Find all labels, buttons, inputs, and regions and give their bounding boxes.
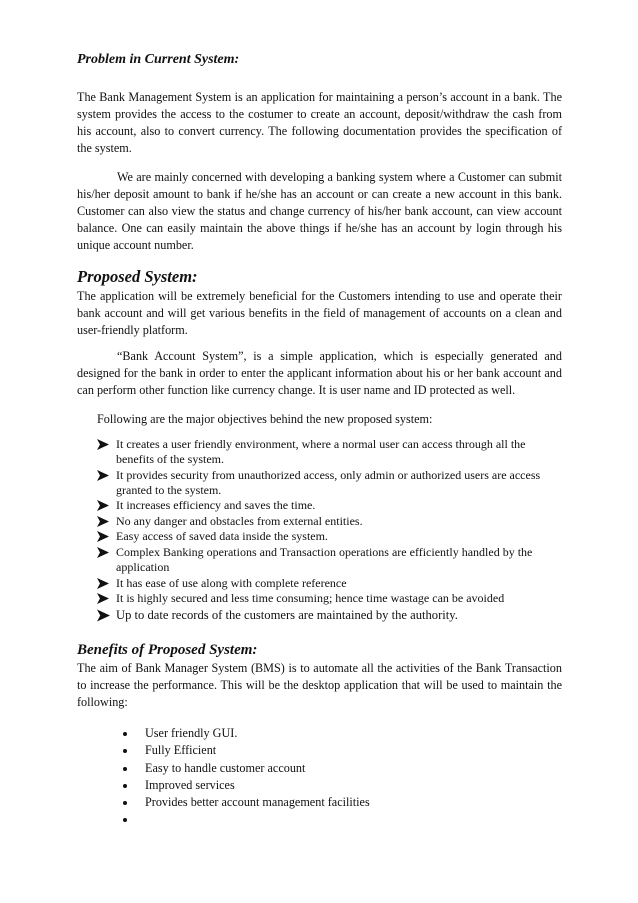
benefits-heading: Benefits of Proposed System: [77, 642, 258, 659]
arrow-bullet-icon [97, 516, 109, 527]
benefit-text: Provides better account management facilities [145, 794, 370, 809]
objective-item [97, 529, 562, 544]
benefit-text [145, 812, 148, 826]
arrow-bullet-icon [97, 500, 109, 511]
bullet-icon [123, 801, 127, 805]
problem-paragraph-1: The Bank Management System is an application for maintaining a person’s account in a bank. The system provides the access to the costumer to create an account, deposit/withdraw the cash from his account, also to convert currency. The following documentation provides the specification of the system. [77, 90, 562, 155]
objective-text: It is highly secured and less time consuming; hence time wastage can be avoided [116, 591, 505, 606]
proposed-paragraph-2: “Bank Account System”, is a simple application, which is especially generated and designed for the bank in order to enter the applicant information about his or her bank account and can perform other function like currency change. It is user name and ID protected as well. [77, 349, 562, 397]
arrow-bullet-icon [97, 578, 109, 589]
document-page [77, 52, 562, 828]
objective-text: It provides security from unauthorized access, only admin or authorized users are access granted to the system. [116, 467, 541, 497]
benefits-list [121, 725, 562, 828]
objective-item [97, 591, 562, 606]
objective-item [97, 576, 562, 591]
bullet-icon [123, 784, 127, 788]
objective-item [97, 437, 562, 467]
arrow-bullet-icon [97, 439, 109, 450]
benefit-text: Improved services [145, 777, 235, 792]
objective-text: Easy access of saved data inside the system. [116, 529, 328, 544]
benefit-item [121, 725, 562, 742]
bullet-icon [123, 732, 127, 736]
benefit-item [121, 794, 562, 811]
benefits-paragraph: The aim of Bank Manager System (BMS) is to automate all the activities of the Bank Transaction to increase the performance. This will be the desktop application that will be used to maintain the following: [77, 661, 562, 710]
problem-heading: Problem in Current System: [77, 52, 240, 67]
bullet-icon [123, 749, 127, 753]
objective-item [97, 468, 562, 498]
benefit-item [121, 760, 562, 777]
bullet-icon [123, 767, 127, 771]
objective-item [97, 545, 562, 575]
objective-text: It has ease of use along with complete reference [116, 575, 347, 590]
benefit-text: User friendly GUI. [145, 726, 238, 741]
objective-item [97, 607, 562, 624]
objective-item [97, 498, 562, 513]
arrow-bullet-icon [97, 609, 110, 622]
arrow-bullet-icon [97, 470, 109, 481]
objectives-intro: Following are the major objectives behind the new proposed system: [97, 412, 433, 426]
benefit-text: Easy to handle customer account [145, 760, 306, 775]
proposed-heading: Proposed System: [77, 267, 198, 286]
arrow-bullet-icon [97, 547, 109, 558]
objective-text: No any danger and obstacles from external entities. [116, 513, 363, 528]
proposed-paragraph-1: The application will be extremely beneficial for the Customers intending to use and operate their bank account and will get various benefits in the field of management of accounts on a clean and user-friendly platform. [77, 289, 562, 337]
objective-text: Complex Banking operations and Transaction operations are efficiently handled by the application [116, 544, 533, 574]
benefit-text: Fully Efficient [145, 743, 217, 758]
bullet-icon [123, 818, 127, 822]
objective-text: Up to date records of the customers are maintained by the authority. [116, 608, 458, 623]
objectives-list [97, 437, 562, 624]
objective-text: It creates a user friendly environment, where a normal user can access through all the benefits of the system. [116, 437, 526, 466]
objective-item [97, 514, 562, 529]
problem-paragraph-2: We are mainly concerned with developing a banking system where a Customer can submit his/her deposit amount to bank if he/she has an account or can create a new account in this bank. Customer can also view the status and change currency of his/her bank account, can view account balance. One can easily maintain the above things if he/she has an account by login through his unique account number. [77, 170, 562, 252]
arrow-bullet-icon [97, 593, 109, 604]
benefit-item [121, 777, 562, 794]
benefit-item [121, 811, 562, 828]
benefit-item [121, 742, 562, 759]
arrow-bullet-icon [97, 531, 109, 542]
objective-text: It increases efficiency and saves the time. [116, 498, 316, 513]
